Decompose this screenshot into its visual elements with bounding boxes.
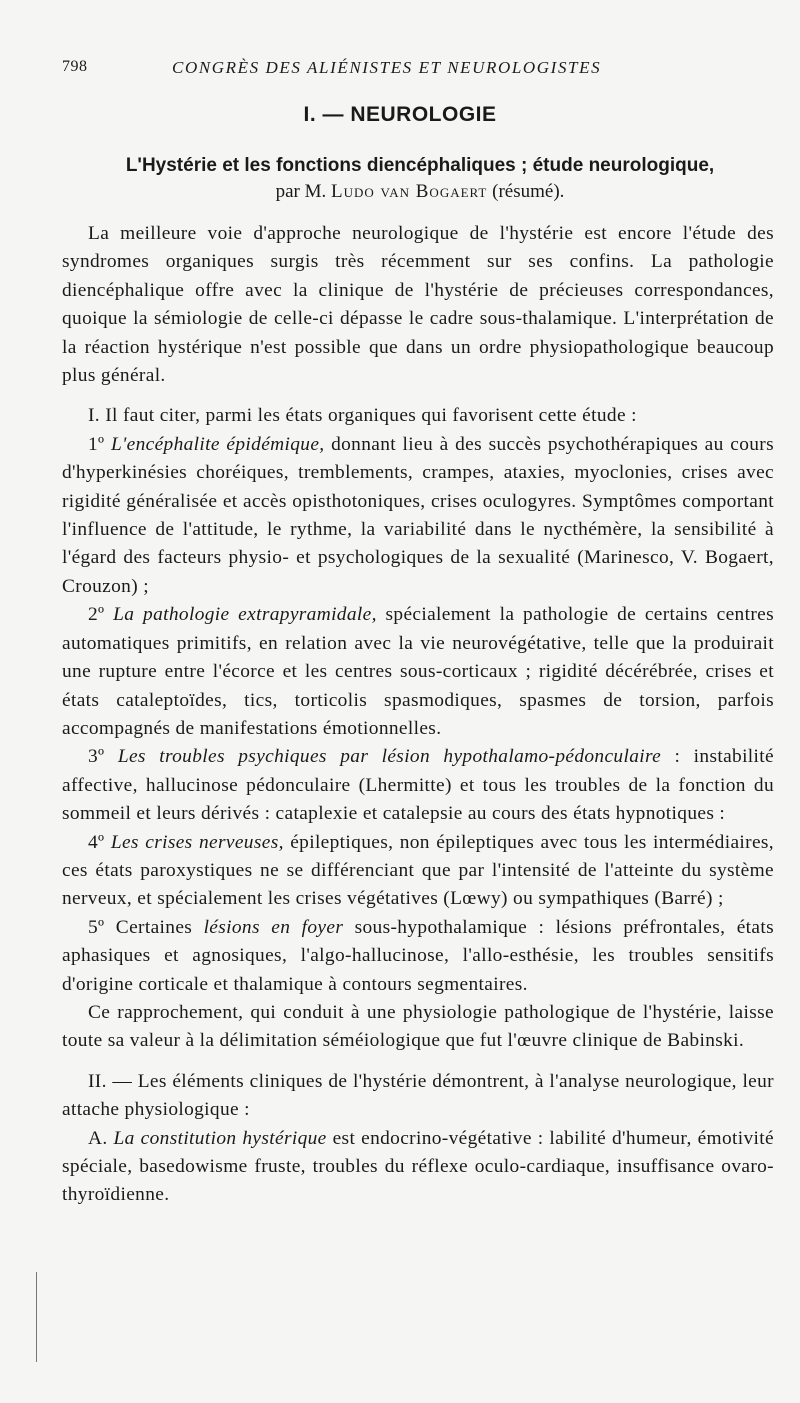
item-text: spécialement la pathologie de certains centres automatiques primitifs, en relation avec la vie neurovégétative, telle que la produirait une rupture entre l'écorce et les centres sous-corticaux ; rigidité décérébrée, crises et états cataleptoïdes, tics, torticolis spasmodiques, spasmes de torsion, parfois accompagnés de manifestations émotionnelles. — [62, 604, 774, 739]
item-title: La constitution hystérique — [113, 1127, 327, 1149]
item-title: L'encéphalite épidémique, — [111, 433, 325, 455]
article-title: L'Hystérie et les fonctions diencéphaliques ; étude neurologique, — [125, 155, 715, 176]
byline-suffix: (résumé). — [492, 181, 565, 202]
section-title: I. — NEUROLOGIE — [303, 103, 497, 126]
item-text: donnant lieu à des succès psychothérapiques au cours d'hyperkinésies choréiques, tremblements, crampes, ataxies, myoclonies, crises avec rigidité généralisée et accès opisthotoniques, crises oculogyres. Symptômes comportant l'influence de l'attitude, le rythme, la variabilité dans le nycthémère, la sensibilité à l'égard des facteurs physio- et psychologiques de la sexualité (Marinesco, V. Bogaert, Crouzon) ; — [62, 433, 775, 597]
list-item-5 — [62, 914, 774, 999]
running-title: CONGRÈS DES ALIÉNISTES ET NEUROLOGISTES — [172, 58, 602, 77]
item-number: 3º — [88, 746, 105, 768]
byline — [70, 181, 770, 203]
item-pre: Certaines — [104, 916, 204, 938]
item-number: 1º — [88, 433, 105, 455]
item-title: lésions en foyer — [203, 916, 344, 938]
list-item-1 — [62, 431, 774, 601]
part-one-lead: I. Il faut citer, parmi les états organiques qui favorisent cette étude : — [88, 405, 637, 427]
item-number: 4º — [88, 831, 105, 853]
item-title: La pathologie extrapyramidale, — [113, 604, 377, 626]
running-header — [62, 58, 672, 82]
item-text: sous-hypothalamique : lésions préfrontales, états aphasiques et agnosiques, l'algo-hallucinose, l'allo-esthésie, les troubles sensitifs d'origine corticale et thalamique à contours segmentaires. — [62, 916, 774, 995]
list-item-3 — [62, 743, 774, 828]
item-title: Les crises nerveuses, — [110, 831, 284, 853]
part-two-lead: II. — Les éléments cliniques de l'hystérie démontrent, à l'analyse neurologique, leur attache physiologique : — [62, 1070, 774, 1121]
conclusion-paragraph: Ce rapprochement, qui conduit à une physiologie pathologique de l'hystérie, laisse toute sa valeur à la délimitation séméiologique que fut l'œuvre clinique de Babinski. — [62, 1001, 774, 1052]
list-item-a — [62, 1125, 774, 1210]
item-title: Les troubles psychiques par lésion hypothalamo-pédonculaire — [117, 746, 662, 768]
intro-paragraph: La meilleure voie d'approche neurologique de l'hystérie est encore l'étude des syndromes organiques surgis très récemment sur ses confins. La pathologie diencéphalique offre avec la clinique de l'hystérie de précieuses correspondances, quoique la sémiologie de celle-ci dépasse le cadre sous-thalamique. L'interprétation de la réaction hystérique n'est possible que dans un ordre physiopathologique beaucoup plus général. — [62, 223, 774, 387]
item-text: épileptiques, non épileptiques avec tous les intermédiaires, ces états paroxystiques ne se différenciant que par l'intensité de l'atteinte du système nerveux, et spécialement les crises végétatives (Lœwy) ou sympathiques (Barré) ; — [62, 831, 775, 910]
margin-line — [36, 1272, 37, 1362]
author-name: Ludo van Bogaert — [331, 181, 488, 202]
item-number: 5º — [88, 916, 105, 938]
item-number: 2º — [88, 604, 105, 626]
item-number: A. — [88, 1127, 108, 1149]
byline-prefix: par M. — [275, 181, 327, 202]
page-number: 798 — [62, 58, 88, 75]
item-text: : instabilité affective, hallucinose pédonculaire (Lhermitte) et tous les troubles de la fonction du sommeil et leurs dérivés : cataplexie et catalepsie au cours des états hypnotiques : — [62, 746, 774, 825]
list-item-2 — [62, 601, 774, 743]
list-item-4 — [62, 829, 774, 914]
article-body — [62, 220, 774, 1210]
item-text: est endocrino-végétative : labilité d'humeur, émotivité spéciale, basedowisme fruste, troubles du réflexe oculo-cardiaque, insuffisance ovaro-thyroïdienne. — [62, 1127, 774, 1206]
